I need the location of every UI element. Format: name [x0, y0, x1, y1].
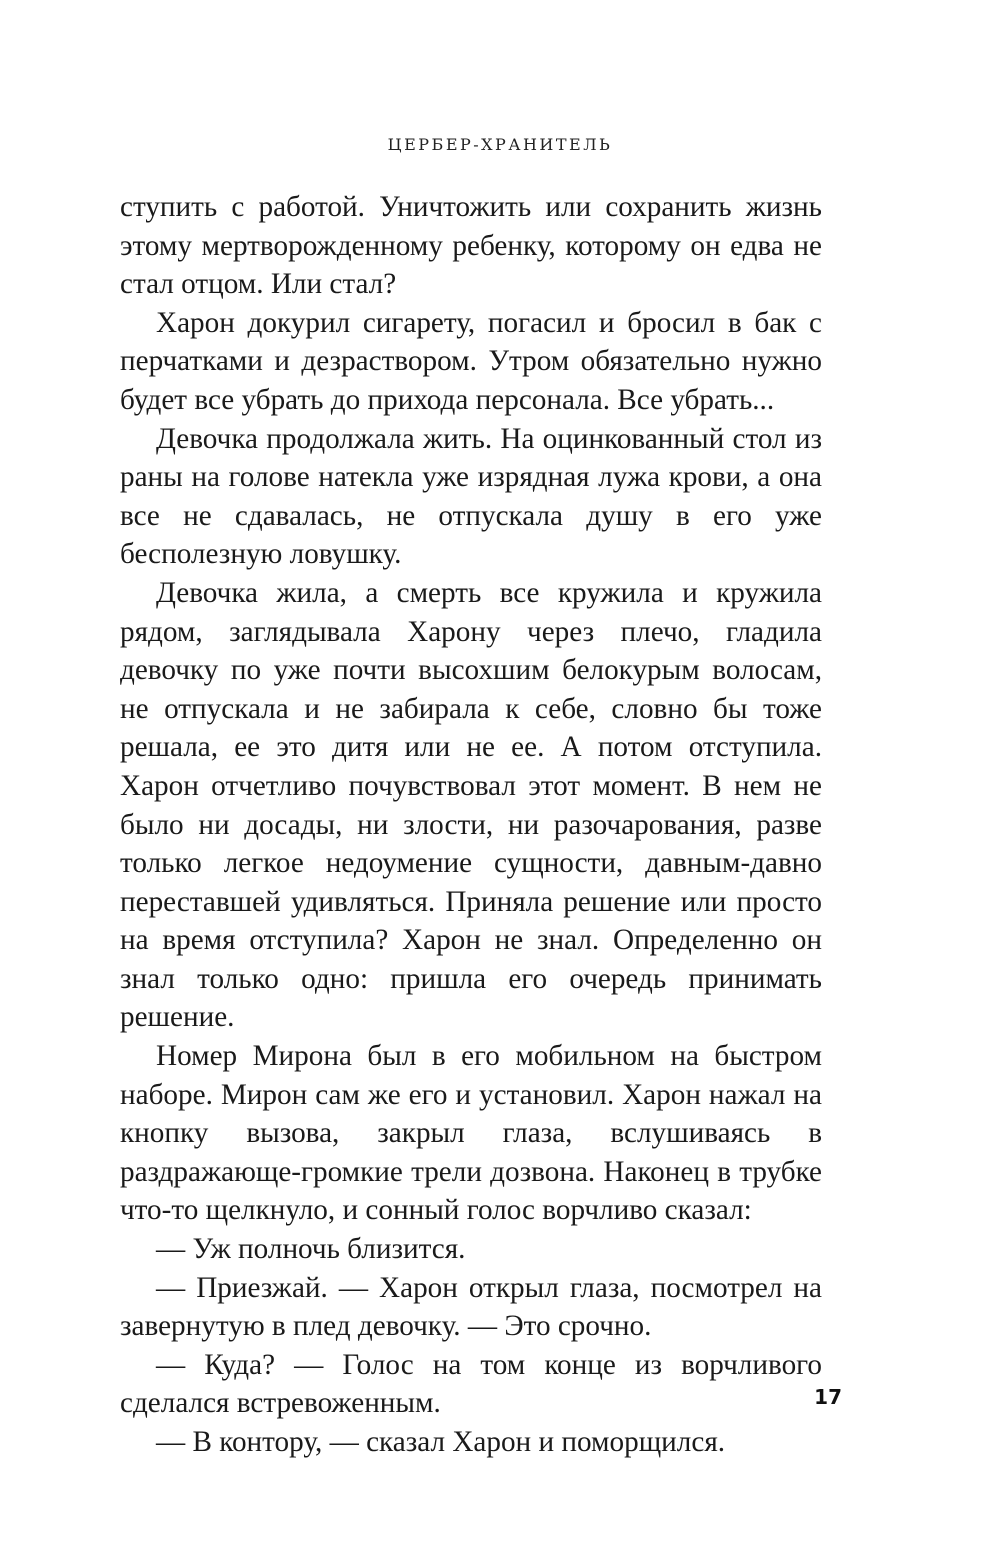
paragraph: Номер Мирона был в его мобильном на быстром наборе. Мирон сам же его и установил. Харон нажал на кнопку вызова, закрыл глаза, вслушиваясь в раздражающе-громкие трели дозвона. Наконец в трубке что-то щелкнуло, и сонный голос ворчливо сказал:	[120, 1040, 822, 1227]
dialogue-line: — Уж полночь близится.	[156, 1233, 466, 1266]
body-text	[120, 188, 822, 1462]
paragraph: ступить с работой. Уничтожить или сохранить жизнь этому мертворожденному ребенку, которому он едва не стал отцом. Или стал?	[120, 191, 822, 301]
dialogue-line: — В контору, — сказал Харон и поморщился.	[156, 1426, 726, 1458]
page-number: 17	[814, 1385, 842, 1409]
dialogue-line: — Куда? — Голос на том конце из ворчливого сделался встревоженным.	[120, 1348, 822, 1420]
running-header: ЦЕРБЕР-ХРАНИТЕЛЬ	[387, 135, 613, 154]
paragraph: Харон докурил сигарету, погасил и бросил в бак с перчатками и дезраствором. Утром обязательно нужно будет все убрать до прихода персонала. Все убрать...	[120, 306, 822, 416]
dialogue-line: — Приезжай. — Харон открыл глаза, посмотрел на завернутую в плед девочку. — Это срочно.	[120, 1271, 822, 1343]
paragraph: Девочка продолжала жить. На оцинкованный стол из раны на голове натекла уже изрядная лужа крови, а она все не сдавалась, не отпускала душу в его уже бесполезную ловушку.	[120, 422, 822, 571]
paragraph: Девочка жила, а смерть все кружила и кружила рядом, заглядывала Харону через плечо, гладила девочку по уже почти высохшим белокурым волосам, не отпускала и не забирала к себе, словно бы тоже решала, ее это дитя или не ее. А потом отступила. Харон отчетливо почувствовал этот момент. В нем не было ни досады, ни злости, ни разочарования, разве только легкое недоумение сущности, давным-давно переставшей удивляться. Приняла решение или просто на время отступила? Харон не знал. Определенно он знал только одно: пришла его очередь принимать решение.	[120, 576, 822, 1034]
